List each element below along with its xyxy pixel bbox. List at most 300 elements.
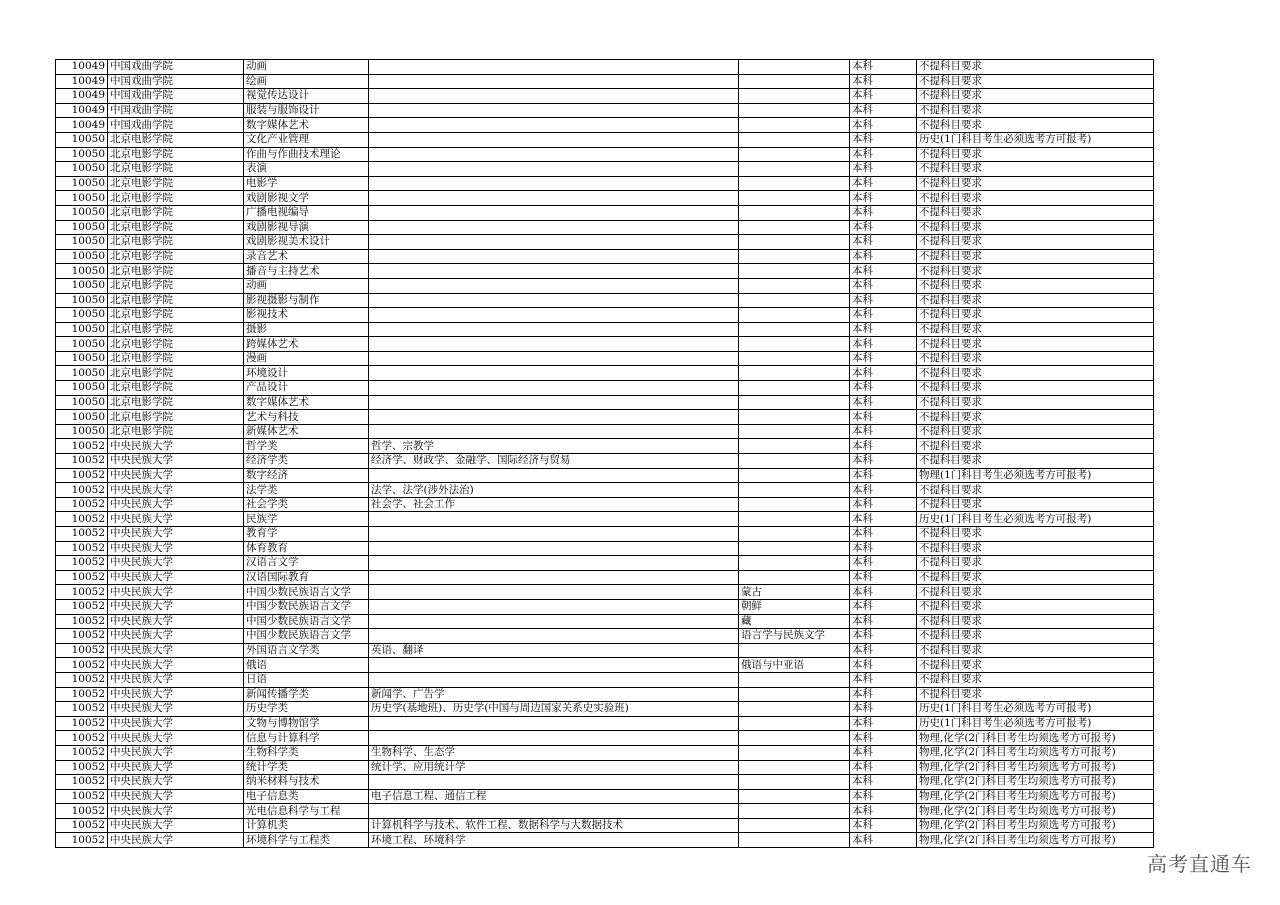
- level-cell: 本科: [850, 205, 917, 220]
- level-cell: 本科: [850, 264, 917, 279]
- included-majors-cell: [369, 716, 739, 731]
- subject-requirement-cell: 不提科目要求: [917, 205, 1154, 220]
- school-name-cell: 中国戏曲学院: [108, 118, 244, 133]
- school-code-cell: 10050: [56, 264, 108, 279]
- level-cell: 本科: [850, 789, 917, 804]
- direction-cell: [739, 147, 850, 162]
- included-majors-cell: [369, 191, 739, 206]
- major-name-cell: 外国语言文学类: [244, 643, 369, 658]
- table-row: [56, 293, 1154, 308]
- included-majors-cell: 电子信息工程、通信工程: [369, 789, 739, 804]
- level-cell: 本科: [850, 308, 917, 323]
- subject-requirement-cell: 不提科目要求: [917, 454, 1154, 469]
- school-name-cell: 中央民族大学: [108, 745, 244, 760]
- included-majors-cell: [369, 424, 739, 439]
- school-code-cell: 10052: [56, 556, 108, 571]
- included-majors-cell: [369, 162, 739, 177]
- school-code-cell: 10050: [56, 366, 108, 381]
- subject-requirement-cell: 不提科目要求: [917, 322, 1154, 337]
- direction-cell: [739, 89, 850, 104]
- school-name-cell: 中央民族大学: [108, 804, 244, 819]
- table-row: [56, 395, 1154, 410]
- direction-cell: [739, 176, 850, 191]
- school-name-cell: 中央民族大学: [108, 468, 244, 483]
- major-name-cell: 民族学: [244, 512, 369, 527]
- school-name-cell: 北京电影学院: [108, 191, 244, 206]
- direction-cell: [739, 249, 850, 264]
- included-majors-cell: [369, 804, 739, 819]
- subject-requirement-cell: 不提科目要求: [917, 381, 1154, 396]
- school-code-cell: 10052: [56, 483, 108, 498]
- subject-requirement-cell: 历史(1门科目考生必须选考方可报考): [917, 716, 1154, 731]
- table-row: [56, 147, 1154, 162]
- major-name-cell: 中国少数民族语言文学: [244, 629, 369, 644]
- school-name-cell: 中央民族大学: [108, 716, 244, 731]
- subject-requirement-cell: 不提科目要求: [917, 497, 1154, 512]
- subject-requirement-cell: 不提科目要求: [917, 176, 1154, 191]
- school-code-cell: 10049: [56, 89, 108, 104]
- level-cell: 本科: [850, 60, 917, 75]
- table-row: [56, 205, 1154, 220]
- direction-cell: [739, 760, 850, 775]
- direction-cell: [739, 132, 850, 147]
- table-row: [56, 672, 1154, 687]
- included-majors-cell: [369, 629, 739, 644]
- direction-cell: [739, 454, 850, 469]
- major-name-cell: 教育学: [244, 527, 369, 542]
- direction-cell: [739, 162, 850, 177]
- table-row: [56, 512, 1154, 527]
- school-name-cell: 中央民族大学: [108, 658, 244, 673]
- subject-requirement-cell: 不提科目要求: [917, 629, 1154, 644]
- included-majors-cell: [369, 118, 739, 133]
- school-code-cell: 10052: [56, 541, 108, 556]
- major-name-cell: 数字经济: [244, 468, 369, 483]
- school-code-cell: 10052: [56, 599, 108, 614]
- school-code-cell: 10050: [56, 410, 108, 425]
- level-cell: 本科: [850, 337, 917, 352]
- table-row: [56, 162, 1154, 177]
- included-majors-cell: [369, 366, 739, 381]
- school-code-cell: 10052: [56, 789, 108, 804]
- included-majors-cell: [369, 89, 739, 104]
- school-name-cell: 北京电影学院: [108, 293, 244, 308]
- subject-requirement-cell: 不提科目要求: [917, 118, 1154, 133]
- major-name-cell: 录音艺术: [244, 249, 369, 264]
- direction-cell: [739, 687, 850, 702]
- level-cell: 本科: [850, 103, 917, 118]
- school-name-cell: 中央民族大学: [108, 702, 244, 717]
- level-cell: 本科: [850, 89, 917, 104]
- school-code-cell: 10050: [56, 278, 108, 293]
- major-name-cell: 新媒体艺术: [244, 424, 369, 439]
- school-name-cell: 中央民族大学: [108, 789, 244, 804]
- major-name-cell: 汉语国际教育: [244, 570, 369, 585]
- major-name-cell: 环境设计: [244, 366, 369, 381]
- school-code-cell: 10052: [56, 527, 108, 542]
- subject-requirement-cell: 不提科目要求: [917, 278, 1154, 293]
- watermark-text: 高考直通车: [1147, 852, 1252, 876]
- table-row: [56, 599, 1154, 614]
- school-name-cell: 北京电影学院: [108, 410, 244, 425]
- major-name-cell: 中国少数民族语言文学: [244, 585, 369, 600]
- included-majors-cell: [369, 235, 739, 250]
- school-code-cell: 10050: [56, 205, 108, 220]
- table-row: [56, 103, 1154, 118]
- included-majors-cell: 生物科学、生态学: [369, 745, 739, 760]
- level-cell: 本科: [850, 220, 917, 235]
- subject-requirement-cell: 不提科目要求: [917, 220, 1154, 235]
- school-name-cell: 中国戏曲学院: [108, 74, 244, 89]
- school-code-cell: 10052: [56, 716, 108, 731]
- school-name-cell: 北京电影学院: [108, 235, 244, 250]
- school-code-cell: 10050: [56, 424, 108, 439]
- major-name-cell: 计算机类: [244, 818, 369, 833]
- level-cell: 本科: [850, 716, 917, 731]
- direction-cell: [739, 278, 850, 293]
- level-cell: 本科: [850, 410, 917, 425]
- school-name-cell: 北京电影学院: [108, 381, 244, 396]
- subject-requirement-cell: 物理,化学(2门科目考生均须选考方可报考): [917, 804, 1154, 819]
- direction-cell: [739, 497, 850, 512]
- subject-requirement-cell: 物理,化学(2门科目考生均须选考方可报考): [917, 818, 1154, 833]
- school-code-cell: 10050: [56, 132, 108, 147]
- included-majors-cell: 历史学(基地班)、历史学(中国与周边国家关系史实验班): [369, 702, 739, 717]
- subject-requirement-cell: 不提科目要求: [917, 249, 1154, 264]
- included-majors-cell: [369, 249, 739, 264]
- table-row: [56, 541, 1154, 556]
- subject-requirement-cell: 不提科目要求: [917, 235, 1154, 250]
- level-cell: 本科: [850, 191, 917, 206]
- school-name-cell: 北京电影学院: [108, 249, 244, 264]
- level-cell: 本科: [850, 132, 917, 147]
- table-row: [56, 366, 1154, 381]
- table-row: [56, 775, 1154, 790]
- major-name-cell: 影视摄影与制作: [244, 293, 369, 308]
- major-name-cell: 光电信息科学与工程: [244, 804, 369, 819]
- level-cell: 本科: [850, 278, 917, 293]
- school-code-cell: 10049: [56, 60, 108, 75]
- school-code-cell: 10052: [56, 775, 108, 790]
- school-code-cell: 10052: [56, 629, 108, 644]
- school-name-cell: 北京电影学院: [108, 278, 244, 293]
- subject-requirement-cell: 历史(1门科目考生必须选考方可报考): [917, 132, 1154, 147]
- table-row: [56, 118, 1154, 133]
- major-name-cell: 信息与计算科学: [244, 731, 369, 746]
- school-code-cell: 10052: [56, 702, 108, 717]
- school-name-cell: 中央民族大学: [108, 439, 244, 454]
- school-code-cell: 10050: [56, 395, 108, 410]
- major-name-cell: 汉语言文学: [244, 556, 369, 571]
- major-name-cell: 中国少数民族语言文学: [244, 599, 369, 614]
- major-name-cell: 文物与博物馆学: [244, 716, 369, 731]
- level-cell: 本科: [850, 614, 917, 629]
- included-majors-cell: [369, 541, 739, 556]
- subject-requirement-cell: 不提科目要求: [917, 410, 1154, 425]
- direction-cell: [739, 439, 850, 454]
- table-row: [56, 643, 1154, 658]
- level-cell: 本科: [850, 322, 917, 337]
- school-name-cell: 中央民族大学: [108, 687, 244, 702]
- included-majors-cell: [369, 103, 739, 118]
- table-row: [56, 527, 1154, 542]
- table-row: [56, 89, 1154, 104]
- direction-cell: [739, 672, 850, 687]
- major-name-cell: 漫画: [244, 351, 369, 366]
- school-code-cell: 10050: [56, 220, 108, 235]
- table-row: [56, 410, 1154, 425]
- table-row: [56, 381, 1154, 396]
- level-cell: 本科: [850, 687, 917, 702]
- table-row: [56, 74, 1154, 89]
- subject-requirement-cell: 不提科目要求: [917, 527, 1154, 542]
- school-code-cell: 10052: [56, 672, 108, 687]
- school-name-cell: 北京电影学院: [108, 395, 244, 410]
- subject-requirement-cell: 物理,化学(2门科目考生均须选考方可报考): [917, 731, 1154, 746]
- school-name-cell: 中央民族大学: [108, 643, 244, 658]
- major-name-cell: 俄语: [244, 658, 369, 673]
- school-name-cell: 中央民族大学: [108, 599, 244, 614]
- major-name-cell: 广播电视编导: [244, 205, 369, 220]
- table-row: [56, 614, 1154, 629]
- direction-cell: [739, 381, 850, 396]
- major-name-cell: 数字媒体艺术: [244, 118, 369, 133]
- school-code-cell: 10052: [56, 760, 108, 775]
- school-code-cell: 10052: [56, 585, 108, 600]
- included-majors-cell: [369, 512, 739, 527]
- subject-requirement-cell: 物理,化学(2门科目考生均须选考方可报考): [917, 789, 1154, 804]
- subject-requirement-cell: 不提科目要求: [917, 366, 1154, 381]
- included-majors-cell: [369, 731, 739, 746]
- school-code-cell: 10050: [56, 147, 108, 162]
- table-row: [56, 731, 1154, 746]
- major-name-cell: 摄影: [244, 322, 369, 337]
- major-name-cell: 戏剧影视导演: [244, 220, 369, 235]
- school-code-cell: 10052: [56, 833, 108, 848]
- subject-requirement-cell: 物理,化学(2门科目考生均须选考方可报考): [917, 760, 1154, 775]
- subject-requirement-cell: 不提科目要求: [917, 599, 1154, 614]
- subject-requirement-cell: 不提科目要求: [917, 147, 1154, 162]
- level-cell: 本科: [850, 147, 917, 162]
- school-name-cell: 北京电影学院: [108, 132, 244, 147]
- direction-cell: 藏: [739, 614, 850, 629]
- subject-requirement-cell: 不提科目要求: [917, 439, 1154, 454]
- major-name-cell: 戏剧影视文学: [244, 191, 369, 206]
- subject-requirement-cell: 物理,化学(2门科目考生均须选考方可报考): [917, 775, 1154, 790]
- level-cell: 本科: [850, 629, 917, 644]
- direction-cell: [739, 468, 850, 483]
- included-majors-cell: [369, 132, 739, 147]
- level-cell: 本科: [850, 599, 917, 614]
- included-majors-cell: [369, 395, 739, 410]
- table-row: [56, 439, 1154, 454]
- major-name-cell: 体育教育: [244, 541, 369, 556]
- level-cell: 本科: [850, 454, 917, 469]
- included-majors-cell: [369, 672, 739, 687]
- direction-cell: [739, 716, 850, 731]
- direction-cell: [739, 205, 850, 220]
- included-majors-cell: 计算机科学与技术、软件工程、数据科学与大数据技术: [369, 818, 739, 833]
- school-name-cell: 中国戏曲学院: [108, 60, 244, 75]
- school-name-cell: 中央民族大学: [108, 760, 244, 775]
- direction-cell: [739, 512, 850, 527]
- table-row: [56, 424, 1154, 439]
- school-name-cell: 北京电影学院: [108, 176, 244, 191]
- table-row: [56, 804, 1154, 819]
- major-name-cell: 中国少数民族语言文学: [244, 614, 369, 629]
- table-row: [56, 789, 1154, 804]
- included-majors-cell: 新闻学、广告学: [369, 687, 739, 702]
- admission-requirements-table: [55, 59, 1154, 848]
- direction-cell: [739, 424, 850, 439]
- level-cell: 本科: [850, 468, 917, 483]
- included-majors-cell: [369, 381, 739, 396]
- included-majors-cell: [369, 220, 739, 235]
- school-code-cell: 10052: [56, 512, 108, 527]
- school-code-cell: 10050: [56, 293, 108, 308]
- school-name-cell: 北京电影学院: [108, 322, 244, 337]
- major-name-cell: 影视技术: [244, 308, 369, 323]
- major-name-cell: 动画: [244, 278, 369, 293]
- table-row: [56, 132, 1154, 147]
- subject-requirement-cell: 不提科目要求: [917, 570, 1154, 585]
- major-name-cell: 跨媒体艺术: [244, 337, 369, 352]
- direction-cell: [739, 410, 850, 425]
- level-cell: 本科: [850, 162, 917, 177]
- school-name-cell: 北京电影学院: [108, 351, 244, 366]
- level-cell: 本科: [850, 804, 917, 819]
- subject-requirement-cell: 物理,化学(2门科目考生均须选考方可报考): [917, 833, 1154, 848]
- level-cell: 本科: [850, 585, 917, 600]
- school-name-cell: 中央民族大学: [108, 556, 244, 571]
- level-cell: 本科: [850, 833, 917, 848]
- included-majors-cell: [369, 775, 739, 790]
- direction-cell: [739, 775, 850, 790]
- level-cell: 本科: [850, 556, 917, 571]
- level-cell: 本科: [850, 658, 917, 673]
- major-name-cell: 艺术与科技: [244, 410, 369, 425]
- subject-requirement-cell: 不提科目要求: [917, 308, 1154, 323]
- table-row: [56, 570, 1154, 585]
- school-name-cell: 中央民族大学: [108, 629, 244, 644]
- level-cell: 本科: [850, 643, 917, 658]
- major-name-cell: 环境科学与工程类: [244, 833, 369, 848]
- table-row: [56, 278, 1154, 293]
- table-row: [56, 629, 1154, 644]
- major-name-cell: 动画: [244, 60, 369, 75]
- level-cell: 本科: [850, 395, 917, 410]
- school-code-cell: 10050: [56, 337, 108, 352]
- subject-requirement-cell: 不提科目要求: [917, 541, 1154, 556]
- direction-cell: [739, 833, 850, 848]
- subject-requirement-cell: 不提科目要求: [917, 672, 1154, 687]
- included-majors-cell: [369, 351, 739, 366]
- school-name-cell: 中央民族大学: [108, 497, 244, 512]
- major-name-cell: 电影学: [244, 176, 369, 191]
- level-cell: 本科: [850, 249, 917, 264]
- direction-cell: 语言学与民族文学: [739, 629, 850, 644]
- subject-requirement-cell: 不提科目要求: [917, 556, 1154, 571]
- school-name-cell: 中央民族大学: [108, 454, 244, 469]
- school-code-cell: 10050: [56, 191, 108, 206]
- school-code-cell: 10050: [56, 322, 108, 337]
- subject-requirement-cell: 不提科目要求: [917, 424, 1154, 439]
- school-code-cell: 10052: [56, 614, 108, 629]
- major-name-cell: 电子信息类: [244, 789, 369, 804]
- major-name-cell: 生物科学类: [244, 745, 369, 760]
- subject-requirement-cell: 不提科目要求: [917, 687, 1154, 702]
- school-name-cell: 中央民族大学: [108, 483, 244, 498]
- subject-requirement-cell: 不提科目要求: [917, 337, 1154, 352]
- subject-requirement-cell: 物理(1门科目考生必须选考方可报考): [917, 468, 1154, 483]
- level-cell: 本科: [850, 366, 917, 381]
- level-cell: 本科: [850, 702, 917, 717]
- school-code-cell: 10049: [56, 74, 108, 89]
- included-majors-cell: [369, 293, 739, 308]
- level-cell: 本科: [850, 760, 917, 775]
- included-majors-cell: [369, 599, 739, 614]
- direction-cell: [739, 804, 850, 819]
- subject-requirement-cell: 不提科目要求: [917, 585, 1154, 600]
- school-name-cell: 北京电影学院: [108, 162, 244, 177]
- subject-requirement-cell: 不提科目要求: [917, 614, 1154, 629]
- subject-requirement-cell: 不提科目要求: [917, 60, 1154, 75]
- table-row: [56, 264, 1154, 279]
- major-name-cell: 产品设计: [244, 381, 369, 396]
- included-majors-cell: [369, 205, 739, 220]
- direction-cell: [739, 60, 850, 75]
- subject-requirement-cell: 不提科目要求: [917, 89, 1154, 104]
- school-name-cell: 北京电影学院: [108, 147, 244, 162]
- school-code-cell: 10052: [56, 468, 108, 483]
- school-name-cell: 北京电影学院: [108, 220, 244, 235]
- included-majors-cell: [369, 527, 739, 542]
- direction-cell: 朝鲜: [739, 599, 850, 614]
- major-name-cell: 历史学类: [244, 702, 369, 717]
- included-majors-cell: 哲学、宗教学: [369, 439, 739, 454]
- major-name-cell: 哲学类: [244, 439, 369, 454]
- school-code-cell: 10052: [56, 439, 108, 454]
- level-cell: 本科: [850, 731, 917, 746]
- table-row: [56, 220, 1154, 235]
- subject-requirement-cell: 不提科目要求: [917, 395, 1154, 410]
- table-row: [56, 658, 1154, 673]
- school-name-cell: 北京电影学院: [108, 337, 244, 352]
- major-name-cell: 作曲与作曲技术理论: [244, 147, 369, 162]
- table-row: [56, 818, 1154, 833]
- school-code-cell: 10049: [56, 118, 108, 133]
- level-cell: 本科: [850, 570, 917, 585]
- subject-requirement-cell: 不提科目要求: [917, 191, 1154, 206]
- school-code-cell: 10052: [56, 731, 108, 746]
- subject-requirement-cell: 物理,化学(2门科目考生均须选考方可报考): [917, 745, 1154, 760]
- level-cell: 本科: [850, 439, 917, 454]
- major-name-cell: 播音与主持艺术: [244, 264, 369, 279]
- included-majors-cell: [369, 147, 739, 162]
- table-row: [56, 702, 1154, 717]
- level-cell: 本科: [850, 512, 917, 527]
- school-name-cell: 北京电影学院: [108, 205, 244, 220]
- school-code-cell: 10052: [56, 745, 108, 760]
- school-code-cell: 10052: [56, 497, 108, 512]
- school-code-cell: 10052: [56, 818, 108, 833]
- school-code-cell: 10050: [56, 381, 108, 396]
- subject-requirement-cell: 历史(1门科目考生必须选考方可报考): [917, 702, 1154, 717]
- school-code-cell: 10052: [56, 454, 108, 469]
- major-name-cell: 纳米材料与技术: [244, 775, 369, 790]
- direction-cell: [739, 235, 850, 250]
- direction-cell: [739, 643, 850, 658]
